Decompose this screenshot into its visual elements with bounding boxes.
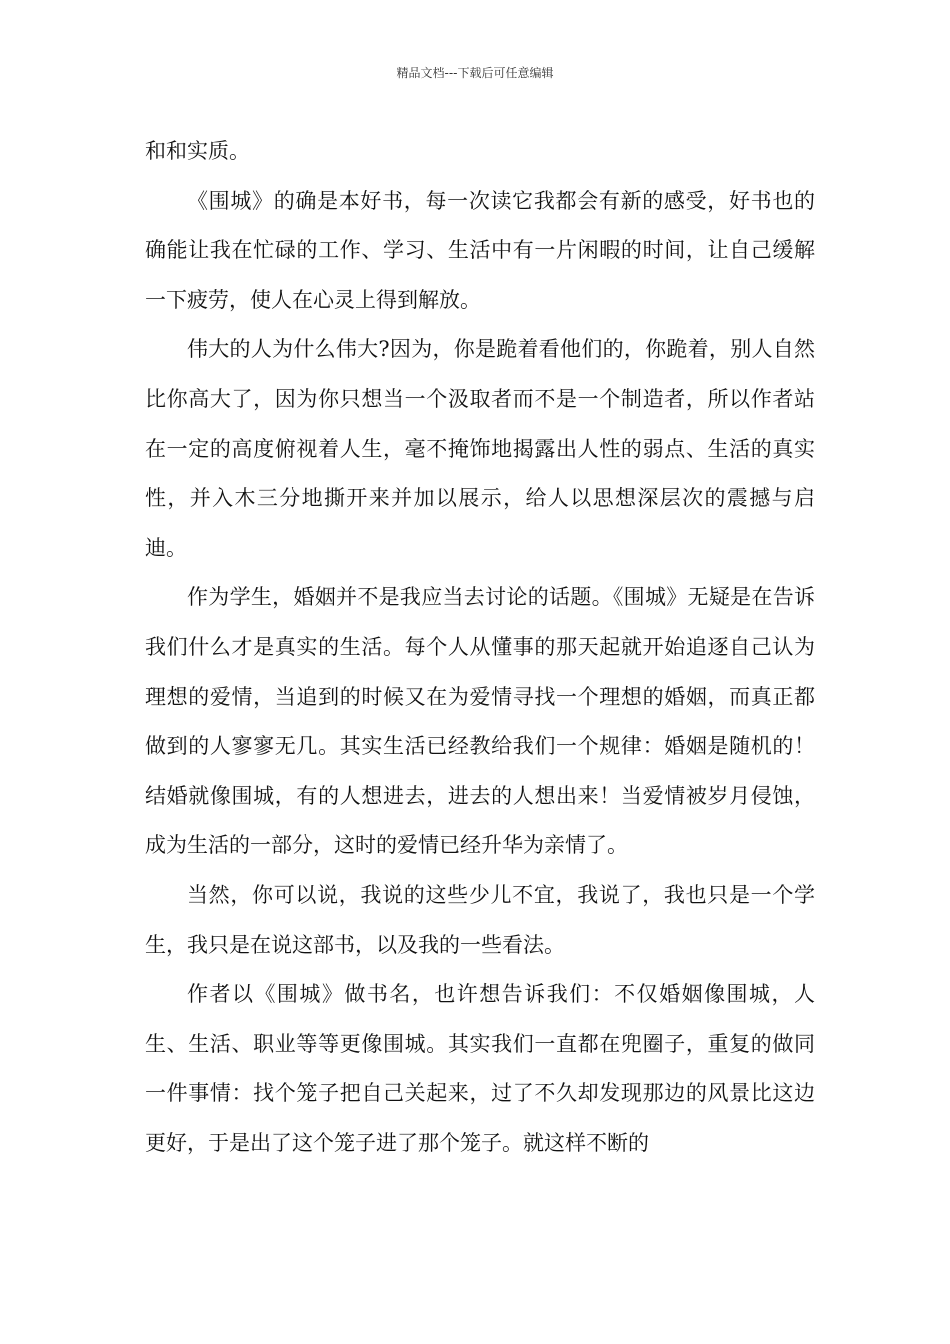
paragraph-5: 当然，你可以说，我说的这些少儿不宜，我说了，我也只是一个学生，我只是在说这部书，以及我的一些看法。: [145, 882, 815, 957]
paragraph-1: 和和实质。: [145, 139, 250, 163]
document-body: [145, 127, 815, 1168]
paragraph-6: 作者以《围城》做书名，也许想告诉我们：不仅婚姻像围城，人生、生活、职业等等更像围城。其实我们一直都在兜圈子，重复的做同一件事情：找个笼子把自己关起来，过了不久却发现那边的风景比这边更好，于是出了这个笼子进了那个笼子。就这样不断的: [145, 982, 815, 1155]
paragraph-4: 作为学生，婚姻并不是我应当去讨论的话题。《围城》无疑是在告诉我们什么才是真实的生活。每个人从懂事的那天起就开始追逐自己认为理想的爱情，当追到的时候又在为爱情寻找一个理想的婚姻，而真正都做到的人寥寥无几。其实生活已经教给我们一个规律：婚姻是随机的！结婚就像围城，有的人想进去，进去的人想出来！当爱情被岁月侵蚀，成为生活的一部分，这时的爱情已经升华为亲情了。: [145, 585, 815, 858]
paragraph-3: 伟大的人为什么伟大?因为，你是跪着看他们的，你跪着，别人自然比你高大了，因为你只想当一个汲取者而不是一个制造者，所以作者站在一定的高度俯视着人生，毫不掩饰地揭露出人性的弱点、生活的真实性，并入木三分地撕开来并加以展示，给人以思想深层次的震撼与启迪。: [145, 337, 815, 560]
page-header: 精品文档---下载后可任意编辑: [396, 66, 554, 80]
paragraph-2: 《围城》的确是本好书，每一次读它我都会有新的感受，好书也的确能让我在忙碌的工作、学习、生活中有一片闲暇的时间，让自己缓解一下疲劳，使人在心灵上得到解放。: [145, 188, 815, 312]
